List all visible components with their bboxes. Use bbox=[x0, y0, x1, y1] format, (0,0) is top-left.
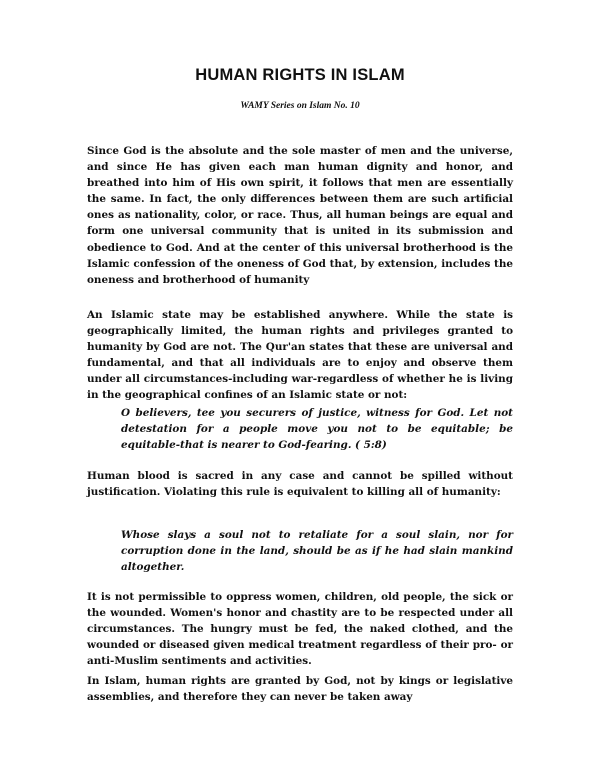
document-title: HUMAN RIGHTS IN ISLAM bbox=[195, 66, 405, 84]
paragraph-rights-granted: In Islam, human rights are granted by God, not by kings or legislative assemblies, and therefore they can never be taken away bbox=[87, 675, 513, 704]
series-subtitle: WAMY Series on Islam No. 10 bbox=[240, 101, 360, 111]
paragraph-sacred-blood: Human blood is sacred in any case and cannot be spilled without justification. Violating this rule is equivalent to killing all of humanity: bbox=[87, 470, 513, 499]
paragraph-oppression: It is not permissible to oppress women, children, old people, the sick or the wounded. Women's honor and chastity are to be respected under all circumstances. The hungry must be fed, the naked clothed, and the wounded or diseased given medical treatment regardless of their pro- or anti-Muslim sentiments and activities. bbox=[87, 591, 513, 668]
paragraph-islamic-state: An Islamic state may be established anywhere. While the state is geographically limited, the human rights and privileges granted to humanity by God are not. The Qur'an states that these are universal and fundamental, and that all individuals are to enjoy and observe them under all circumstances-including war-regardless of whether he is living in the geographical confines of an Islamic state or not: bbox=[87, 309, 513, 402]
quote-slaying: Whose slays a soul not to retaliate for a soul slain, nor for corruption done in the land, should be as if he had slain mankind altogether. bbox=[121, 529, 513, 574]
quote-justice: O believers, tee you securers of justice, witness for God. Let not detestation for a people move you not to be equitable; be equitable-that is nearer to God-fearing. ( 5:8) bbox=[121, 407, 513, 452]
paragraph-human-equality: Since God is the absolute and the sole master of men and the universe, and since He has given each man human dignity and honor, and breathed into him of His own spirit, it follows that men are essentially the same. In fact, the only differences between them are such artificial ones as nationality, color, or race. Thus, all human beings are equal and form one universal community that is united in its submission and obedience to God. And at the center of this universal brotherhood is the Islamic confession of the oneness of God that, by extension, includes the oneness and brotherhood of humanity bbox=[87, 145, 513, 286]
